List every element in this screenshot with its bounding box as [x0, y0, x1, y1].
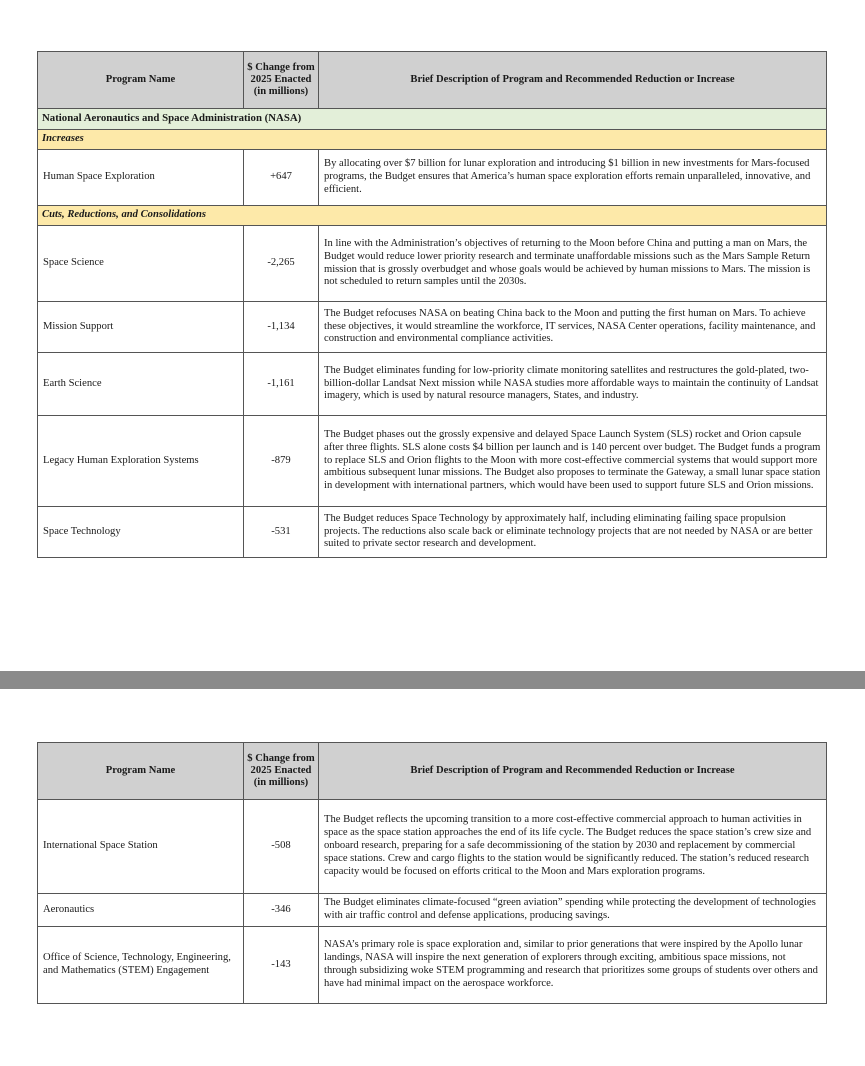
header-change: $ Change from 2025 Enacted (in millions) [244, 52, 319, 109]
program-change: +647 [244, 150, 319, 206]
program-name: Space Technology [38, 507, 244, 558]
header-program-name: Program Name [38, 52, 244, 109]
budget-table-page-1 [37, 51, 827, 558]
program-name: Earth Science [38, 353, 244, 416]
table-header-row [38, 743, 827, 800]
header-description: Brief Description of Program and Recommended Reduction or Increase [319, 743, 827, 800]
table-row [38, 800, 827, 894]
section-increases-label: Increases [38, 130, 827, 150]
program-name: Mission Support [38, 302, 244, 353]
table-row [38, 927, 827, 1004]
document-page-2 [0, 689, 865, 1066]
program-change: -1,134 [244, 302, 319, 353]
agency-row [38, 109, 827, 130]
program-name: Aeronautics [38, 894, 244, 927]
table-row [38, 226, 827, 302]
agency-name: National Aeronautics and Space Administration (NASA) [38, 109, 827, 130]
program-description: The Budget reduces Space Technology by approximately half, including eliminating failing space propulsion projects. The reductions also scale back or eliminate technology projects that are not needed by NASA or are better suited to private sector research and development. [319, 507, 827, 558]
section-cuts-label: Cuts, Reductions, and Consolidations [38, 206, 827, 226]
program-description: NASA’s primary role is space exploration and, similar to prior generations that were inspired by the Apollo lunar landings, NASA will inspire the next generation of explorers through exciting, ambitious space missions, not through subsidizing woke STEM programming and research that prioritizes some groups of students over others and have had minimal impact on the aerospace workforce. [319, 927, 827, 1004]
program-name: Space Science [38, 226, 244, 302]
header-program-name: Program Name [38, 743, 244, 800]
program-change: -531 [244, 507, 319, 558]
program-description: The Budget eliminates funding for low-priority climate monitoring satellites and restructures the gold-plated, two-billion-dollar Landsat Next mission while NASA studies more affordable ways to maintain the continuity of Landsat imagery, which is used by natural resource managers, States, and industry. [319, 353, 827, 416]
program-description: The Budget refocuses NASA on beating China back to the Moon and putting the first human on Mars. To achieve these objectives, it would streamline the workforce, IT services, NASA Center operations, facility maintenance, and construction and environmental compliance activities. [319, 302, 827, 353]
table-row [38, 416, 827, 507]
program-change: -879 [244, 416, 319, 507]
program-change: -143 [244, 927, 319, 1004]
program-description: The Budget reflects the upcoming transition to a more cost-effective commercial approach to human activities in space as the space station approaches the end of its life cycle. The Budget reduces the space station’s crew size and onboard research, preparing for a safe decommissioning of the station by 2030 and replacement by commercial space stations. Crew and cargo flights to the station would be significantly reduced. The station’s reduced research capacity would be focused on efforts critical to the Moon and Mars exploration programs. [319, 800, 827, 894]
page-separator [0, 671, 865, 689]
table-row [38, 507, 827, 558]
program-description: By allocating over $7 billion for lunar exploration and introducing $1 billion in new investments for Mars-focused programs, the Budget ensures that America’s human space exploration efforts remain unparalleled, innovative, and efficient. [319, 150, 827, 206]
budget-table-page-2 [37, 742, 827, 1004]
program-change: -346 [244, 894, 319, 927]
table-row [38, 150, 827, 206]
program-change: -508 [244, 800, 319, 894]
program-change: -1,161 [244, 353, 319, 416]
program-description: In line with the Administration’s objectives of returning to the Moon before China and putting a man on Mars, the Budget would reduce lower priority research and terminate unaffordable missions such as the Mars Sample Return mission that is grossly overbudget and whose goals would be achieved by human missions to Mars. The mission is not scheduled to return samples until the 2030s. [319, 226, 827, 302]
table-header-row [38, 52, 827, 109]
program-name: Human Space Exploration [38, 150, 244, 206]
program-description: The Budget eliminates climate-focused “green aviation” spending while protecting the development of technologies with air traffic control and defense applications, producing savings. [319, 894, 827, 927]
table-row [38, 894, 827, 927]
program-description: The Budget phases out the grossly expensive and delayed Space Launch System (SLS) rocket and Orion capsule after three flights. SLS alone costs $4 billion per launch and is 140 percent over budget. The Budget funds a program to replace SLS and Orion flights to the Moon with more cost-effective commercial systems that would support more ambitious subsequent lunar missions. The Budget also proposes to terminate the Gateway, a small lunar space station in development with international partners, which would have been used to support future SLS and Orion missions. [319, 416, 827, 507]
table-row [38, 353, 827, 416]
section-row-cuts [38, 206, 827, 226]
section-row-increases [38, 130, 827, 150]
table-row [38, 302, 827, 353]
program-name: International Space Station [38, 800, 244, 894]
program-name: Office of Science, Technology, Engineering, and Mathematics (STEM) Engagement [38, 927, 244, 1004]
header-description: Brief Description of Program and Recommended Reduction or Increase [319, 52, 827, 109]
program-change: -2,265 [244, 226, 319, 302]
program-name: Legacy Human Exploration Systems [38, 416, 244, 507]
header-change: $ Change from 2025 Enacted (in millions) [244, 743, 319, 800]
